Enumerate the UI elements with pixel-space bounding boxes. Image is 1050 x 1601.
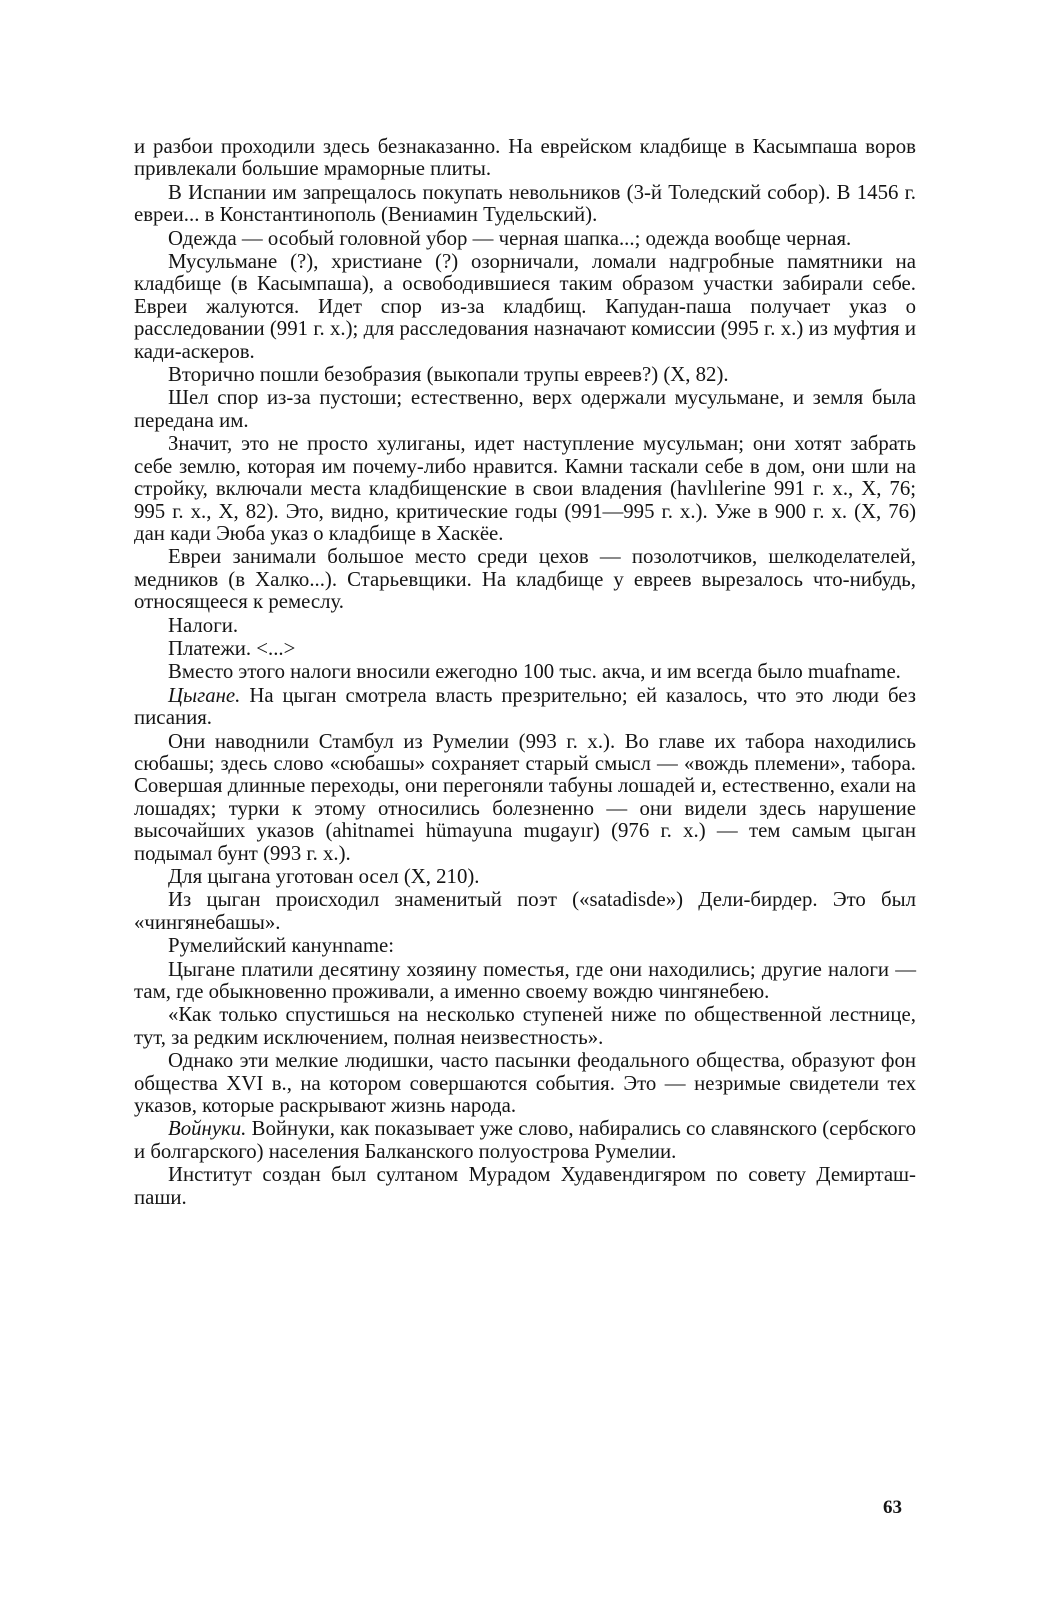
paragraph: Вторично пошли безобразия (выкопали трупы евреев?) (X, 82). — [168, 363, 729, 387]
paragraph: Они наводнили Стамбул из Румелии (993 г. х.). Во главе их табора находились сюбашы; здесь слово «сюбашы» сохраняет старый смысл — «вождь племени», табора. Совершая длинные переходы, они перегоняли табуны лошадей и, естественно, ехали на лошадях; турки к этому относились болезненно — они видели здесь нарушение высочайших указов (ahitnamei hümayuna mugayır) (976 г. х.) — тем самым цыган подымал бунт (993 г. х.). — [134, 729, 916, 865]
paragraph: Мусульмане (?), христиане (?) озорничали, ломали надгробные памятники на кладбище (в Касымпаша), а освободившиеся таким образом участки забирали себе. Евреи жалуются. Идет спор из-за кладбищ. Капудан-паша получает указ о расследовании (991 г. х.); для расследования назначают комиссии (995 г. х.) из муфтия и кади-аскеров. — [134, 250, 916, 363]
paragraph: Платежи. <...> — [168, 636, 296, 660]
paragraph: Институт создан был султаном Мурадом Худавендигяром по совету Демирташ-паши. — [134, 1163, 916, 1209]
paragraph: Для цыгана уготован осел (X, 210). — [168, 865, 480, 888]
paragraph: Шел спор из-за пустоши; естественно, верх одержали мусульмане, и земля была передана им. — [134, 386, 916, 432]
paragraph: Евреи занимали большое место среди цехов — позолотчиков, шелкоделателей, медников (в Халко...). Старьевщики. На кладбище у евреев вырезалось что-нибудь, относящееся к ремеслу. — [134, 545, 916, 614]
paragraph: Налоги. — [168, 613, 239, 637]
paragraph: Значит, это не просто хулиганы, идет наступление мусульман; они хотят забрать себе землю, которая им почему-либо нравится. Камни таскали себе в дом, они шли на стройку, включали места кладбищенские в свои владения (havlılerine 991 г. х., X, 76; 995 г. х., X, 82). Это, видно, критические годы (991—995 г. х.). Уже в 900 г. х. (X, 76) дан кади Эюба указ о кладбище в Хаскёе. — [134, 432, 916, 545]
paragraph — [134, 1118, 916, 1163]
body-text — [134, 136, 916, 1209]
paragraph-text: Войнуки, как показывает уже слово, набирались со славянского (сербского и болгарского) населения Балканского полуострова Румелии. — [134, 1117, 916, 1163]
section-lead-voynuks: Войнуки. — [168, 1117, 247, 1141]
paragraph: Одежда — особый головной убор — черная шапка...; одежда вообще черная. — [168, 226, 852, 250]
paragraph: Вместо этого налоги вносили ежегодно 100 тыс. акча, и им всегда было muafname. — [168, 660, 901, 684]
paragraph-text: На цыган смотрела власть презрительно; ей казалось, что это люди без писания. — [134, 683, 916, 730]
paragraph: Однако эти мелкие людишки, часто пасынки феодального общества, образуют фон общества XVI в., на котором совершаются события. Это — незримые свидетели тех указов, которые раскрывают жизнь народа. — [134, 1049, 916, 1118]
paragraph: «Как только спустишься на несколько ступеней ниже по общественной лестнице, тут, за редким исключением, полная неизвестность». — [134, 1003, 916, 1049]
paragraph: Цыгане платили десятину хозяину поместья, где они находились; другие налоги — там, где обыкновенно проживали, а именно своему вождю чингянебею. — [134, 957, 916, 1004]
section-lead-gypsies: Цыгане. — [168, 683, 241, 707]
paragraph: Из цыган происходил знаменитый поэт («satadisde») Дели-бирдер. Это был «чингянебашы». — [134, 888, 916, 934]
paragraph: В Испании им запрещалось покупать невольников (3-й Толедский собор). В 1456 г. евреи... в Константинополь (Вениамин Тудельский). — [134, 180, 916, 227]
paragraph: Румелийский канунname: — [168, 934, 395, 958]
paragraph: и разбои проходили здесь безнаказанно. На еврейском кладбище в Касымпаша воров привлекали большие мраморные плиты. — [134, 135, 916, 181]
page-number: 63 — [883, 1497, 902, 1518]
paragraph — [134, 685, 916, 730]
